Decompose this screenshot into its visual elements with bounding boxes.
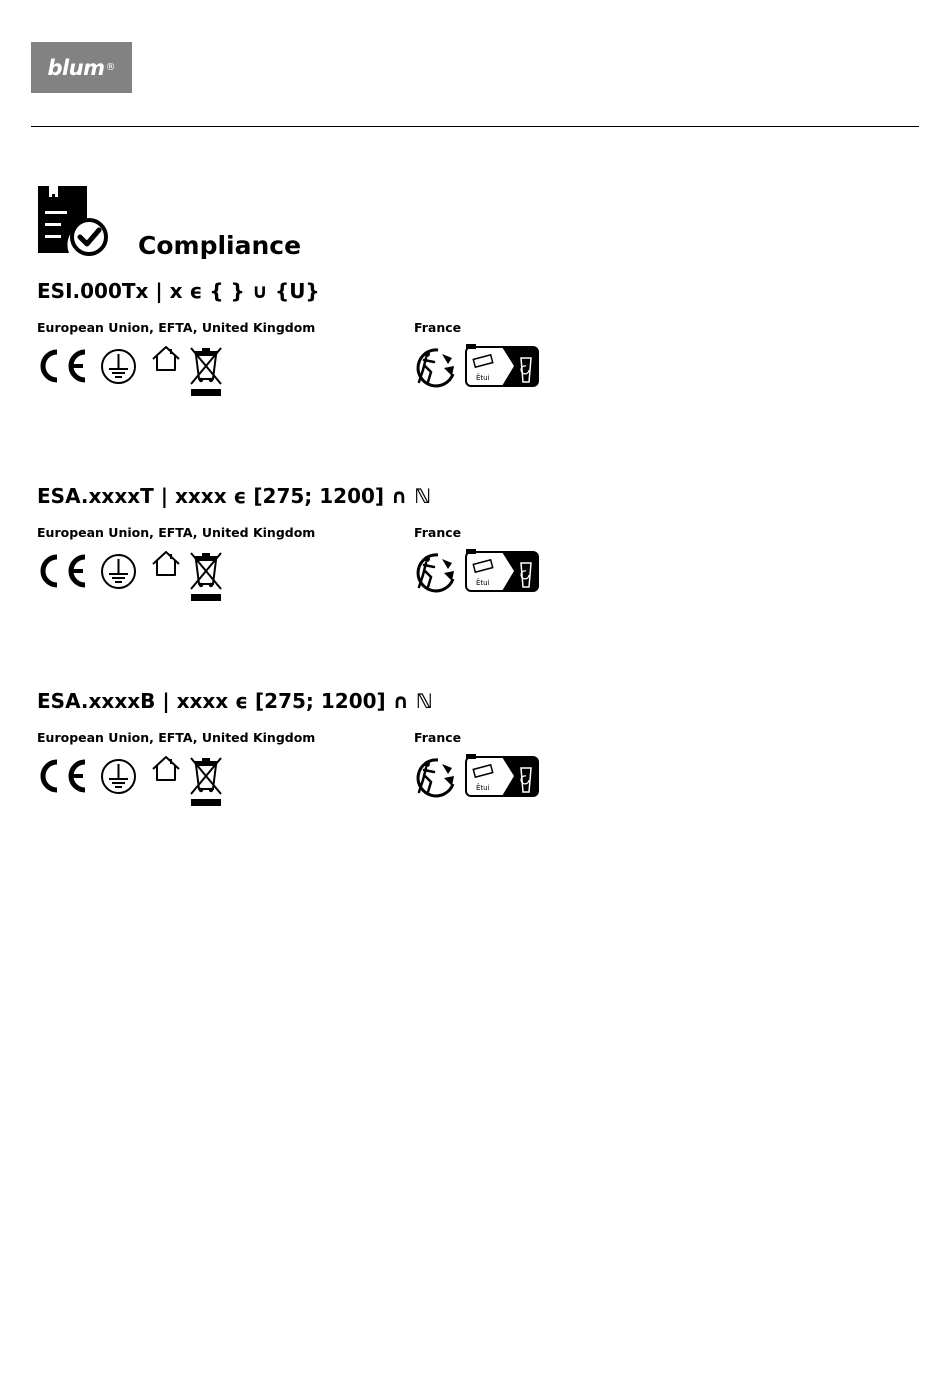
indoor-use-icon — [151, 755, 181, 783]
triman-icon — [418, 555, 454, 591]
section-title: ESI.000Tx | x ϵ { } ∪ {U} — [37, 279, 320, 303]
triman-info-tri-icon — [414, 549, 540, 594]
indoor-use-icon — [151, 550, 181, 578]
protective-earth-icon — [100, 758, 137, 795]
region-label-france: France — [414, 320, 462, 335]
weee-crossed-bin-icon — [189, 755, 223, 807]
region-label-eu: European Union, EFTA, United Kingdom — [37, 730, 316, 745]
protective-earth-icon — [100, 553, 137, 590]
region-label-eu: European Union, EFTA, United Kingdom — [37, 525, 316, 540]
info-tri-icon — [466, 549, 538, 591]
region-label-france: France — [414, 525, 462, 540]
ce-mark-icon — [37, 758, 87, 794]
region-label-eu: European Union, EFTA, United Kingdom — [37, 320, 316, 335]
info-tri-icon — [466, 344, 538, 386]
triman-info-tri-icon — [414, 754, 540, 799]
protective-earth-icon — [100, 348, 137, 385]
triman-icon — [418, 760, 454, 796]
info-tri-label: Êtui — [476, 374, 490, 382]
logo-registered-mark: ® — [105, 62, 116, 73]
info-tri-label: Êtui — [476, 784, 490, 792]
compliance-section — [37, 688, 897, 828]
indoor-use-icon — [151, 345, 181, 373]
ce-mark-icon — [37, 553, 87, 589]
blum-logo — [31, 42, 132, 93]
compliance-section — [37, 483, 897, 623]
header-divider — [31, 126, 919, 127]
weee-crossed-bin-icon — [189, 550, 223, 602]
region-label-france: France — [414, 730, 462, 745]
info-tri-label: Êtui — [476, 579, 490, 587]
weee-crossed-bin-icon — [189, 345, 223, 397]
logo-text: blum — [47, 55, 105, 80]
triman-info-tri-icon — [414, 344, 540, 389]
section-title: ESA.xxxxB | xxxx ϵ [275; 1200] ∩ ℕ — [37, 689, 433, 713]
page-title: Compliance — [138, 231, 302, 260]
info-tri-icon — [466, 754, 538, 796]
compliance-document-check-icon — [37, 185, 109, 257]
section-title: ESA.xxxxT | xxxx ϵ [275; 1200] ∩ ℕ — [37, 484, 431, 508]
triman-icon — [418, 350, 454, 386]
ce-mark-icon — [37, 348, 87, 384]
compliance-section — [37, 278, 897, 418]
